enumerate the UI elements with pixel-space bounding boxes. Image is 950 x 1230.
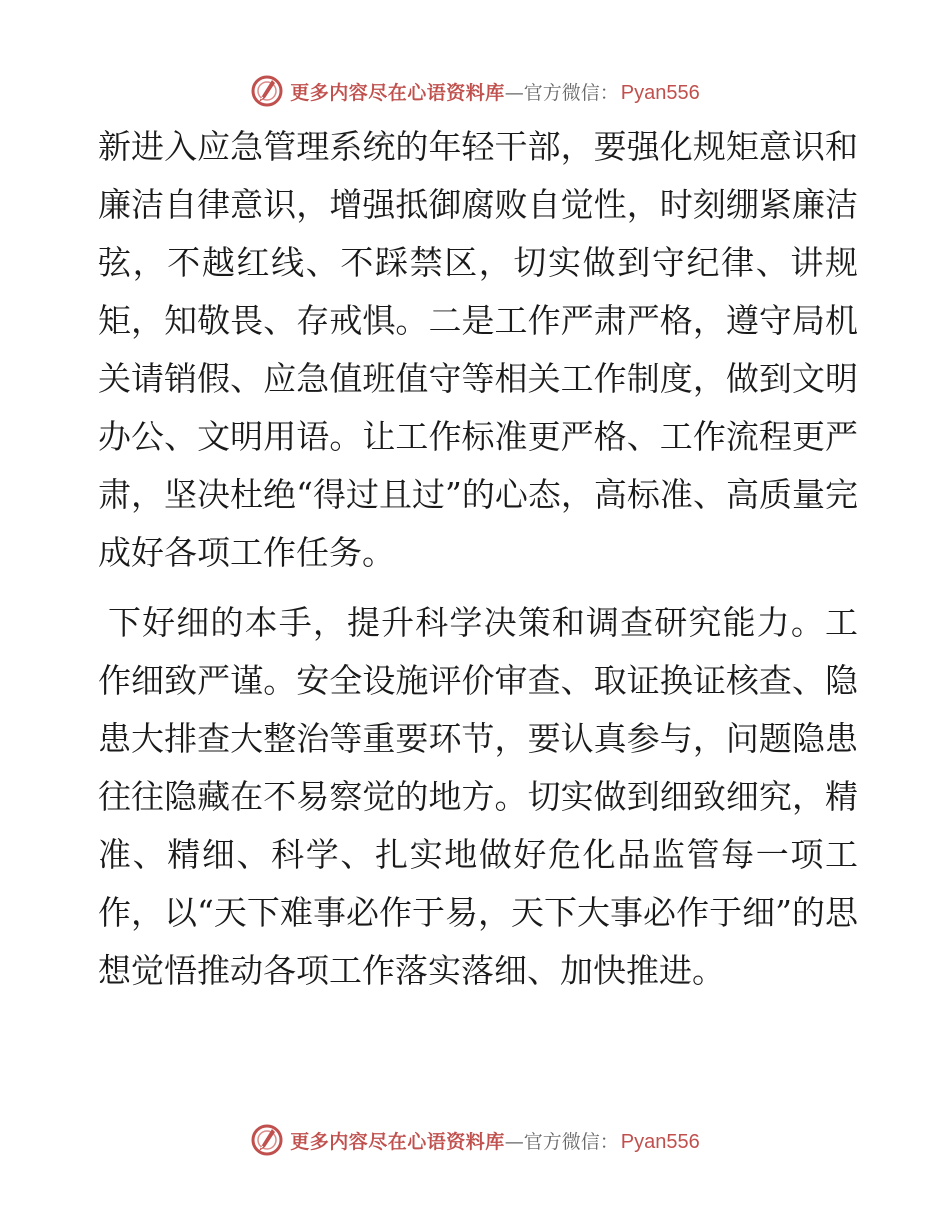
header-banner xyxy=(0,71,950,111)
header-banner-wechat-id: Pyan556 xyxy=(620,81,700,104)
footer-banner-wechat-id: Pyan556 xyxy=(620,1130,700,1153)
footer-banner-text xyxy=(290,1127,700,1154)
header-banner-wechat-label: —官方微信： xyxy=(504,81,619,104)
document-body xyxy=(98,118,858,1000)
paragraph-1: 新进入应急管理系统的年轻干部，要强化规矩意识和廉洁自律意识，增强抵御腐败自觉性，时刻绷紧廉洁弦，不越红线、不踩禁区，切实做到守纪律、讲规矩，知敬畏、存戒惧。二是工作严肃严格，遵守局机关请销假、应急值班值守等相关工作制度，做到文明办公、文明用语。让工作标准更严格、工作流程更严肃，坚决杜绝“得过且过”的心态，高标准、高质量完成好各项工作任务。 xyxy=(98,127,858,572)
pen-nib-logo-icon xyxy=(250,1123,284,1157)
footer-banner-wechat-label: —官方微信： xyxy=(504,1130,619,1153)
paragraph-2: 下好细的本手，提升科学决策和调查研究能力。工作细致严谨。安全设施评价审查、取证换证核查、隐患大排查大整治等重要环节，要认真参与，问题隐患往往隐藏在不易察觉的地方。切实做到细致细究，精准、精细、科学、扎实地做好危化品监管每一项工作，以“天下难事必作于易，天下大事必作于细”的思想觉悟推动各项工作落实落细、加快推进。 xyxy=(98,603,858,990)
header-banner-title: 更多内容尽在心语资料库 xyxy=(290,81,505,104)
pen-nib-logo-icon xyxy=(250,74,284,108)
footer-banner xyxy=(0,1120,950,1160)
header-banner-text xyxy=(290,78,700,105)
footer-banner-title: 更多内容尽在心语资料库 xyxy=(290,1130,505,1153)
